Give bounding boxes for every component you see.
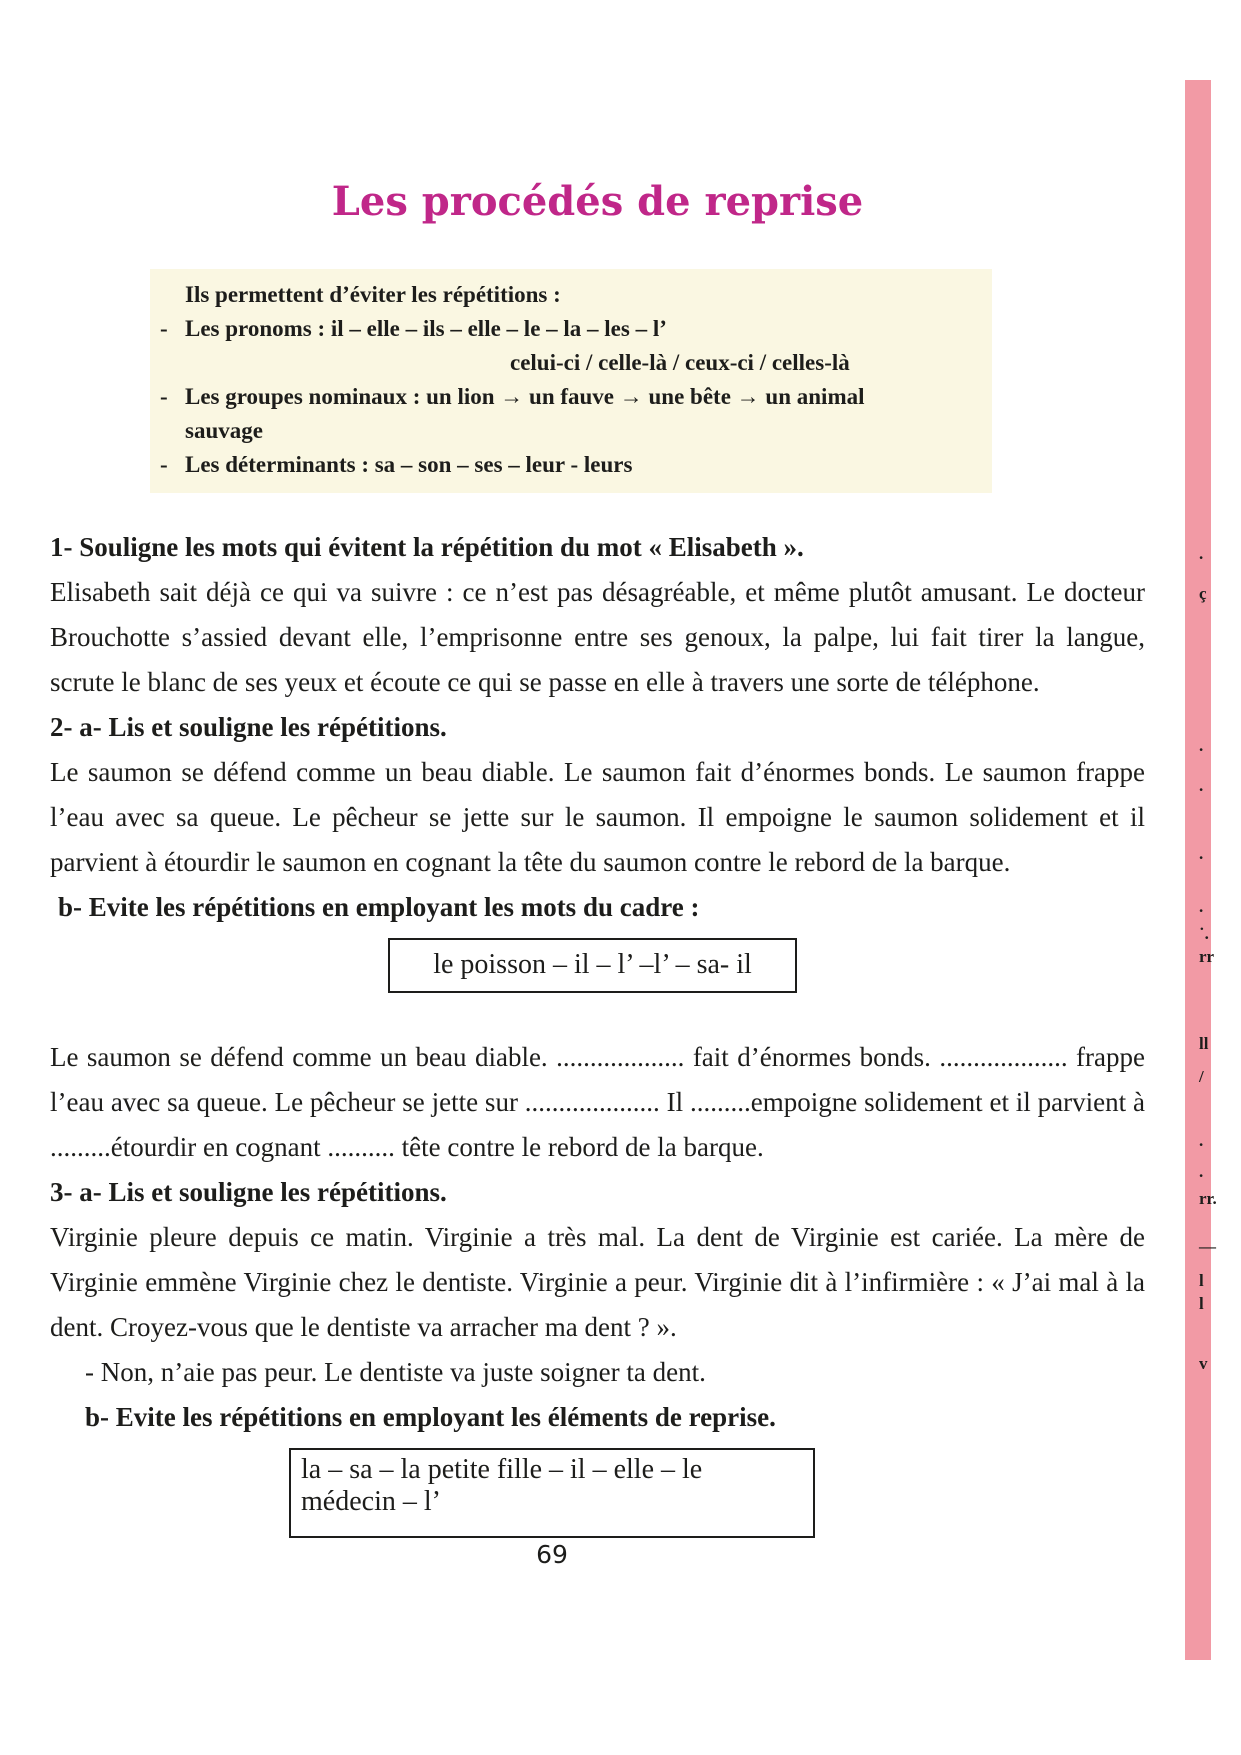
word-frame-1	[388, 938, 797, 993]
edge-text-fragment: l	[1199, 1294, 1204, 1313]
bullet-dash: -	[160, 316, 168, 341]
exercise3a-text: Virginie pleure depuis ce matin. Virginie a très mal. La dent de Virginie est cariée. La mère de Virginie emmène Virginie chez le dentiste. Virginie a peur. Virginie dit à l’infirmière : « J’ai mal à la dent. Croyez-vous que le dentiste va arracher ma dent ? ».	[50, 1222, 1145, 1342]
edge-text-fragment: —	[1199, 1237, 1216, 1256]
rules-pronouns-line	[150, 312, 992, 346]
bullet-dash: -	[160, 452, 168, 477]
rules-noun-groups-continuation: sauvage	[185, 418, 263, 443]
rules-intro-line: Ils permettent d’éviter les répétitions :	[185, 282, 561, 307]
edge-text-fragment: rr	[1199, 947, 1215, 966]
exercise2b-heading: b- Evite les répétitions en employant les mots du cadre :	[58, 892, 700, 922]
page-number: 69	[536, 1540, 568, 1569]
edge-text-fragment: ˙.	[1199, 924, 1209, 943]
edge-text-fragment: .	[1199, 1162, 1204, 1181]
exercise1-heading: 1- Souligne les mots qui évitent la répétition du mot « Elisabeth ».	[50, 532, 804, 562]
exercise3b-heading: b- Evite les répétitions en employant les éléments de reprise.	[85, 1402, 776, 1432]
exercise2a-heading: 2- a- Lis et souligne les répétitions.	[50, 712, 447, 742]
rules-box	[150, 269, 992, 493]
edge-text-fragment: /	[1199, 1067, 1204, 1086]
edge-text-fragment: v	[1199, 1354, 1208, 1373]
rules-demonstratives-line: celui-ci / celle-là / ceux-ci / celles-là	[510, 350, 850, 375]
exercise1-text: Elisabeth sait déjà ce qui va suivre : ce n’est pas désagréable, et même plutôt amusant. Le docteur Brouchotte s’assied devant elle, l’emprisonne entre ses genoux, la palpe, lui fait tirer la langue, scrute le blanc de ses yeux et écoute ce qui se passe en elle à travers une sorte de téléphone.	[50, 577, 1145, 697]
edge-text-fragment: l	[1199, 1271, 1204, 1290]
rules-pronouns-text: Les pronoms : il – elle – ils – elle – le – la – les – l’	[185, 316, 667, 341]
word-frame-1-words: le poisson – il – l’ –l’ – sa- il	[433, 949, 752, 980]
bullet-dash: -	[160, 384, 168, 409]
rules-noun-groups-line	[150, 380, 992, 414]
word-frame-2	[289, 1448, 815, 1538]
edge-text-fragment: ll	[1199, 1034, 1209, 1053]
exercise2a-text: Le saumon se défend comme un beau diable. Le saumon fait d’énormes bonds. Le saumon frappe l’eau avec sa queue. Le pêcheur se jette sur le saumon. Il empoigne le saumon solidement et il parvient à étourdir le saumon en cognant la tête du saumon contre le rebord de la barque.	[50, 757, 1145, 877]
edge-text-fragment: ç	[1199, 584, 1207, 603]
pink-edge-stripe	[1185, 80, 1211, 1660]
edge-text-fragment: .	[1199, 544, 1204, 563]
page-content	[50, 0, 1145, 1569]
edge-text-fragment: .	[1199, 1131, 1204, 1150]
rules-noun-groups-text: Les groupes nominaux : un lion → un fauve → une bête → un animal	[185, 384, 865, 409]
edge-text-fragment: .	[1199, 897, 1204, 916]
edge-text-fragment: .	[1199, 736, 1204, 755]
rules-determiners-line	[150, 448, 992, 482]
page-title: Les procédés de reprise	[331, 178, 864, 225]
edge-text-fragment: .	[1199, 776, 1204, 795]
exercise2b-gap-text: Le saumon se défend comme un beau diable. ................... fait d’énormes bonds. ................... frappe l’eau avec sa queue. Le pêcheur se jette sur .................... Il .........empoigne solidement et il parvient à .........étourdir en cognant .......... tête contre le rebord de la barque.	[50, 1042, 1145, 1162]
edge-text-fragment: rr.	[1199, 1189, 1217, 1208]
rules-determiners-text: Les déterminants : sa – son – ses – leur - leurs	[185, 452, 633, 477]
word-frame-2-words: la – sa – la petite fille – il – elle – le médecin – l’	[301, 1454, 703, 1517]
edge-text-fragment: .	[1199, 844, 1204, 863]
exercise3-dialogue-line: - Non, n’aie pas peur. Le dentiste va juste soigner ta dent.	[85, 1357, 706, 1387]
exercise3a-heading: 3- a- Lis et souligne les répétitions.	[50, 1177, 447, 1207]
